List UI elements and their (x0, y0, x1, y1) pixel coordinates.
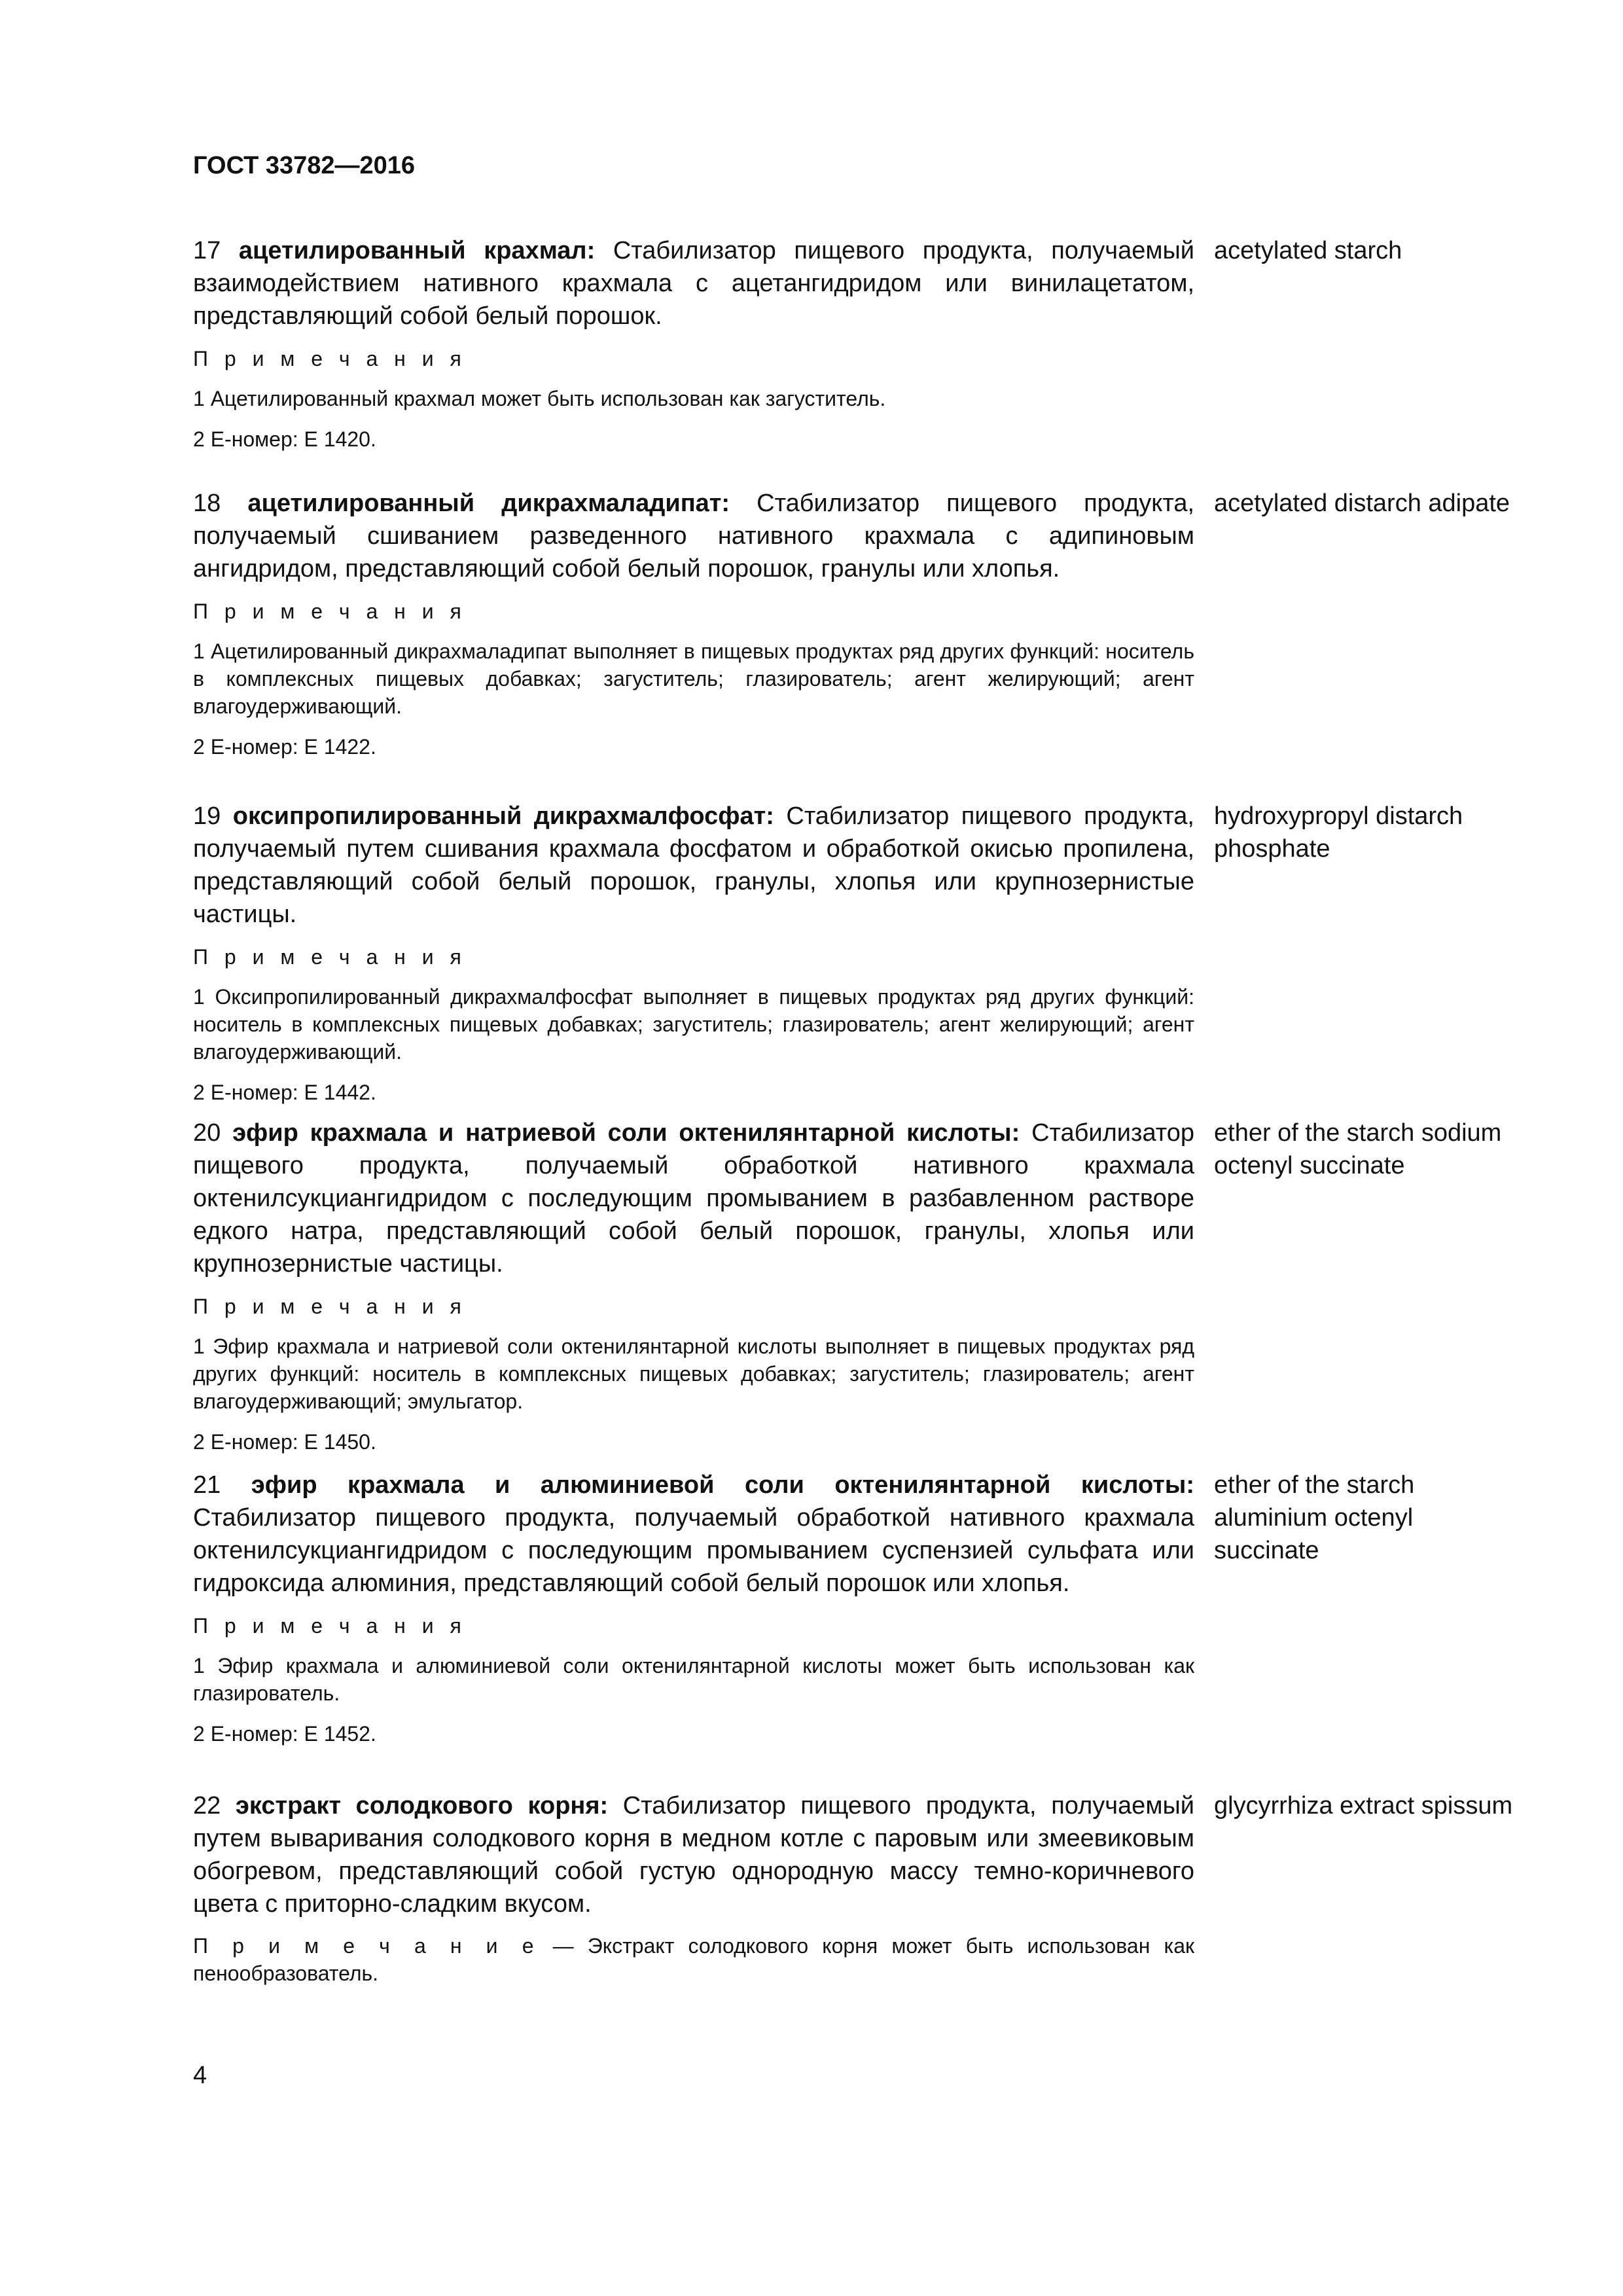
definition-text: Стабилизатор пищевого продукта, получаемый путем вываривания солодкового корня в медном котле с паровым или змеевиковым обогревом, представляющий собой густую однородную массу темно-коричневого цвета с приторно-сладким вкусом. (193, 1792, 1194, 1918)
term-name: эфир крахмала и натриевой соли октенилянтарной кислоты: (232, 1119, 1020, 1147)
note (193, 1932, 1194, 1987)
term-name: оксипропилированный дикрахмалфосфат: (232, 802, 774, 830)
english-term: acetylated starch (1214, 237, 1402, 264)
note-text: — Экстракт солодкового корня может быть использован как пенообразователь. (193, 1934, 1195, 1985)
notes-heading: П р и м е ч а н и я (193, 1295, 467, 1318)
note: 2 Е-номер: Е 1422. (193, 735, 376, 759)
definition-text: Стабилизатор пищевого продукта, получаемый обработкой нативного крахмала октенилсукциангидридом с последующим промыванием суспензией сульфата или гидроксида алюминия, представляющий собой белый порошок или хлопья. (193, 1504, 1194, 1597)
english-term: acetylated distarch adipate (1214, 490, 1510, 517)
english-term: ether of the starch sodium octenyl succinate (1214, 1119, 1502, 1179)
definition (193, 1469, 1194, 1600)
note: 2 Е-номер: Е 1450. (193, 1430, 376, 1454)
definition (193, 800, 1194, 931)
note: 2 Е-номер: Е 1442. (193, 1081, 376, 1104)
note: 1 Эфир крахмала и алюминиевой соли октенилянтарной кислоты может быть использован как глазирователь. (193, 1654, 1194, 1705)
note: 1 Оксипропилированный дикрахмалфосфат выполняет в пищевых продуктах ряд других функций: носитель в комплексных пищевых добавках; загуститель; глазирователь; агент желирующий; агент влагоудерживающий. (193, 985, 1194, 1064)
document-header: ГОСТ 33782—2016 (193, 152, 416, 179)
english-term: ether of the starch aluminium octenyl succinate (1214, 1471, 1415, 1564)
entry-number: 20 (193, 1119, 221, 1147)
english-term: glycyrrhiza extract spissum (1214, 1792, 1513, 1820)
definition (193, 1789, 1194, 1920)
notes-heading: П р и м е ч а н и я (193, 347, 467, 370)
note: 1 Ацетилированный дикрахмаладипат выполняет в пищевых продуктах ряд других функций: носитель в комплексных пищевых добавках; загуститель; глазирователь; агент желирующий; агент влагоудерживающий. (193, 639, 1194, 718)
entry-number: 17 (193, 237, 221, 264)
definition (193, 1117, 1194, 1280)
entry-number: 18 (193, 490, 221, 517)
entry-number: 22 (193, 1792, 221, 1820)
definition-text: Стабилизатор пищевого продукта, получаемый сшиванием разведенного нативного крахмала с адипиновым ангидридом, представляющий собой белый порошок, гранулы или хлопья. (193, 490, 1195, 583)
term-name: экстракт солодкового корня: (235, 1792, 609, 1820)
term-name: ацетилированный крахмал: (238, 237, 596, 264)
note: 1 Эфир крахмала и натриевой соли октенилянтарной кислоты выполняет в пищевых продуктах ряд других функций: носитель в комплексных пищевых добавках; загуститель; глазирователь; агент влагоудерживающий; эмульгатор. (193, 1335, 1194, 1413)
definition-text: Стабилизатор пищевого продукта, получаемый взаимодействием нативного крахмала с ацетангидридом или винилацетатом, представляющий собой белый порошок. (193, 237, 1195, 330)
definition-text: Стабилизатор пищевого продукта, получаемый путем сшивания крахмала фосфатом и обработкой окисью пропилена, представляющий собой белый порошок, гранулы, хлопья или крупнозернистые частицы. (193, 802, 1194, 928)
entry-number: 19 (193, 802, 221, 830)
term-name: ацетилированный дикрахмаладипат: (247, 490, 730, 517)
definition-text: Стабилизатор пищевого продукта, получаемый обработкой нативного крахмала октенилсукциангидридом с последующим промыванием в разбавленном растворе едкого натра, представляющий собой белый порошок, гранулы, хлопья или крупнозернистые частицы. (193, 1119, 1194, 1278)
english-term: hydroxypropyl distarch phosphate (1214, 802, 1463, 863)
note: 2 Е-номер: Е 1452. (193, 1722, 376, 1746)
entry-number: 21 (193, 1471, 221, 1499)
notes-heading: П р и м е ч а н и я (193, 945, 467, 969)
term-name: эфир крахмала и алюминиевой соли октенилянтарной кислоты: (251, 1471, 1194, 1499)
note-label: П р и м е ч а н и е (193, 1934, 539, 1958)
definition (193, 234, 1194, 332)
note: 1 Ацетилированный крахмал может быть использован как загуститель. (193, 387, 886, 410)
page-number: 4 (193, 2062, 207, 2089)
definition (193, 487, 1194, 585)
notes-heading: П р и м е ч а н и я (193, 600, 467, 623)
notes-heading: П р и м е ч а н и я (193, 1614, 467, 1638)
note: 2 Е-номер: Е 1420. (193, 427, 376, 451)
